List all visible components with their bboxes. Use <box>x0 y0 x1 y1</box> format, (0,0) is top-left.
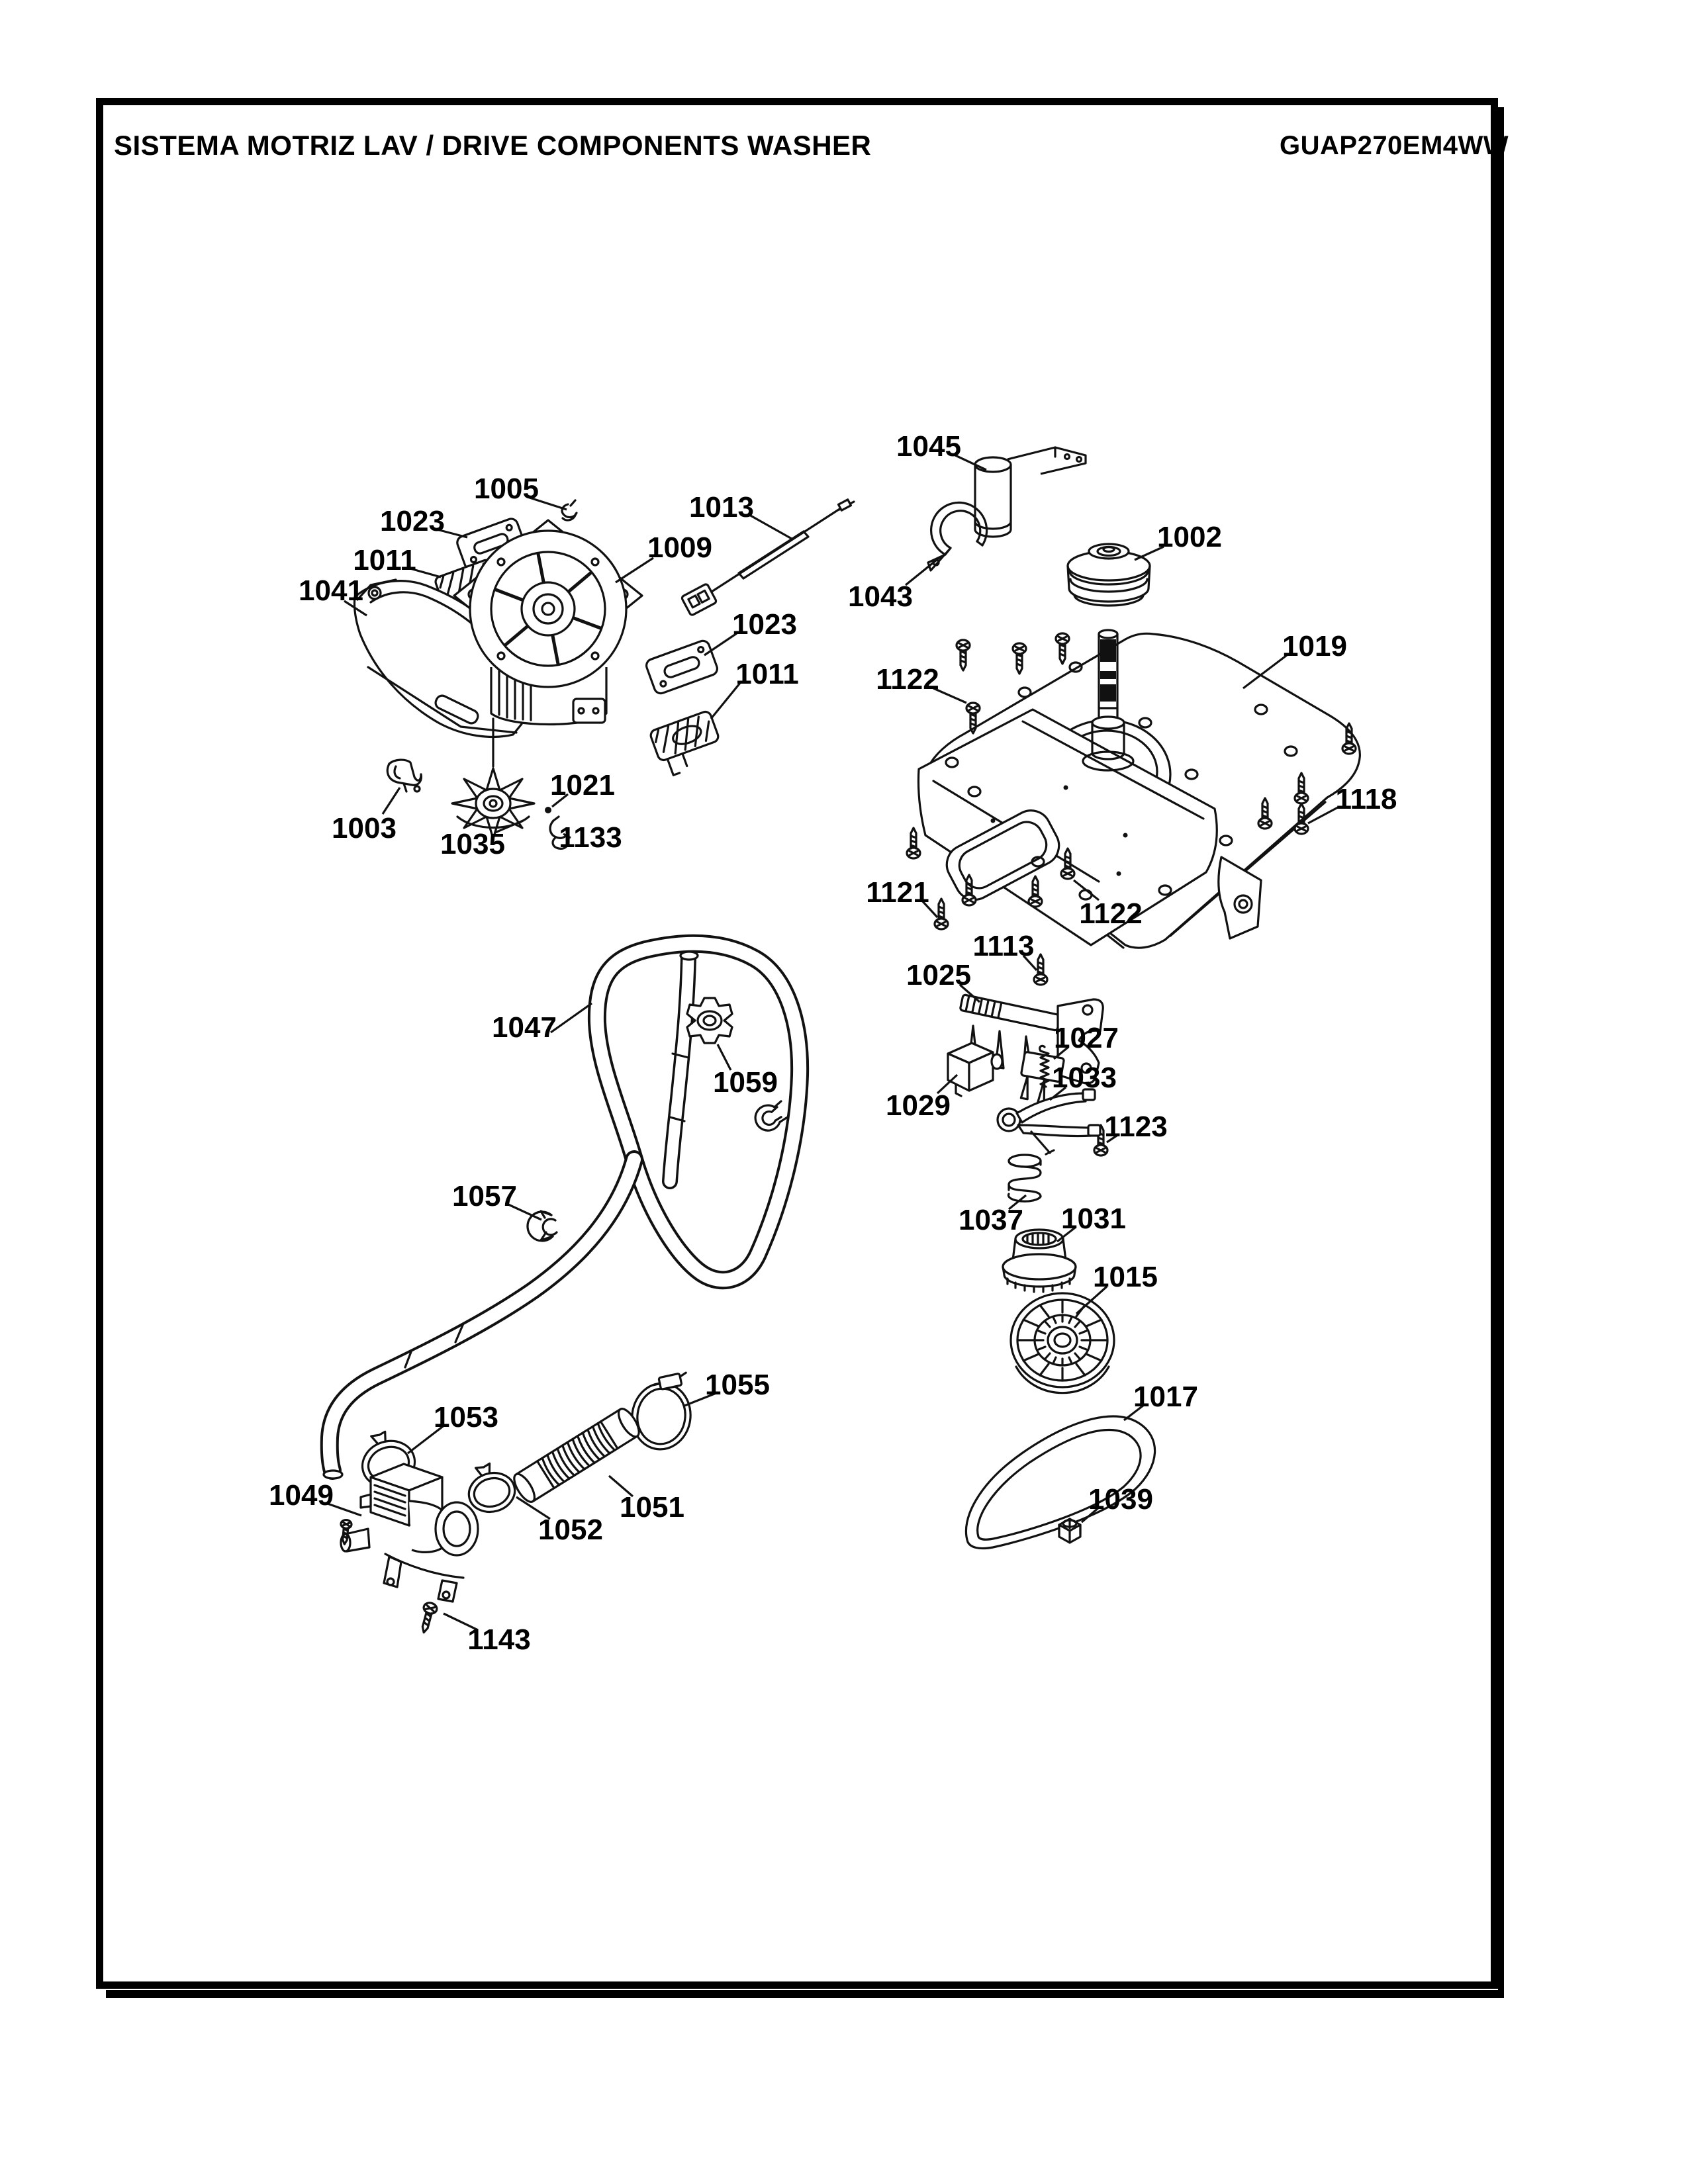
model-number: GUAP270EM4WW <box>1280 131 1509 160</box>
part-label-1051: 1051 <box>620 1491 684 1524</box>
part-label-1113: 1113 <box>972 930 1035 962</box>
part-label-1029: 1029 <box>886 1089 951 1122</box>
part-1003-clip-drawing <box>387 760 421 792</box>
part-1039-nut-drawing <box>1059 1519 1080 1543</box>
page-title: SISTEMA MOTRIZ LAV / DRIVE COMPONENTS WASHER <box>114 130 872 161</box>
part-1011-right-pad-drawing <box>649 710 726 778</box>
part-1055-clamp-drawing <box>628 1365 696 1453</box>
part-label-1049: 1049 <box>269 1479 334 1512</box>
part-1031-hub-drawing <box>1003 1230 1076 1292</box>
part-label-1015: 1015 <box>1093 1261 1158 1293</box>
part-label-1045: 1045 <box>896 430 961 463</box>
part-label-1122: 1122 <box>1079 897 1143 930</box>
part-label-1031: 1031 <box>1061 1203 1126 1235</box>
part-label-1123: 1123 <box>1104 1111 1168 1143</box>
leader-line-1003 <box>383 788 400 814</box>
part-label-1047: 1047 <box>492 1011 557 1044</box>
part-1121-screw-drawing <box>935 899 948 929</box>
part-label-1023: 1023 <box>380 505 445 537</box>
part-label-1057: 1057 <box>452 1180 517 1212</box>
part-1002-pulley-drawing <box>1068 544 1150 606</box>
part-1051-hose-drawing <box>510 1406 643 1505</box>
part-1143-screw-drawing <box>418 1602 438 1635</box>
part-label-1055: 1055 <box>705 1369 770 1401</box>
part-label-1059: 1059 <box>713 1066 778 1099</box>
part-label-1011: 1011 <box>735 658 799 690</box>
part-label-1121: 1121 <box>866 876 929 909</box>
part-label-1052: 1052 <box>538 1514 603 1546</box>
part-hose-clamp-drawing <box>753 1101 789 1133</box>
part-1029-capacitor-drawing <box>948 1043 1002 1096</box>
part-1059-coupler-drawing <box>687 998 732 1043</box>
part-label-1002: 1002 <box>1157 521 1222 553</box>
part-1015-pulley-drawing <box>1011 1293 1114 1393</box>
part-1023-right-pad-drawing <box>645 639 719 696</box>
part-label-1122: 1122 <box>876 663 939 696</box>
part-label-1133: 1133 <box>559 821 622 854</box>
part-label-1009: 1009 <box>647 531 712 564</box>
part-label-1143: 1143 <box>467 1623 531 1656</box>
part-label-1011: 1011 <box>353 544 416 576</box>
leader-line-1013 <box>749 515 792 539</box>
part-1037-spring-drawing <box>1008 1155 1041 1201</box>
part-label-1017: 1017 <box>1133 1381 1198 1413</box>
part-label-1037: 1037 <box>959 1204 1023 1236</box>
part-1045-tube-drawing <box>975 447 1086 537</box>
part-label-1027: 1027 <box>1054 1022 1119 1054</box>
part-label-1019: 1019 <box>1282 630 1347 662</box>
part-label-1043: 1043 <box>848 580 913 613</box>
part-label-1003: 1003 <box>332 812 397 844</box>
part-label-1023: 1023 <box>732 608 797 641</box>
part-label-1005: 1005 <box>474 473 539 505</box>
part-1049-pump-drawing <box>339 1464 478 1602</box>
part-1033-fork-drawing <box>998 1089 1100 1154</box>
part-label-1039: 1039 <box>1088 1483 1153 1516</box>
part-label-1021: 1021 <box>550 769 615 801</box>
part-label-1041: 1041 <box>299 574 363 607</box>
part-1005-clip-drawing <box>562 500 577 520</box>
part-label-1053: 1053 <box>434 1401 498 1433</box>
part-label-1033: 1033 <box>1052 1062 1117 1094</box>
part-label-1118: 1118 <box>1335 783 1397 815</box>
part-1021-pin-drawing <box>545 807 551 813</box>
part-label-1013: 1013 <box>689 491 754 523</box>
leader-line-1047 <box>551 1003 592 1032</box>
part-label-1035: 1035 <box>440 828 505 860</box>
part-label-1025: 1025 <box>906 959 971 991</box>
